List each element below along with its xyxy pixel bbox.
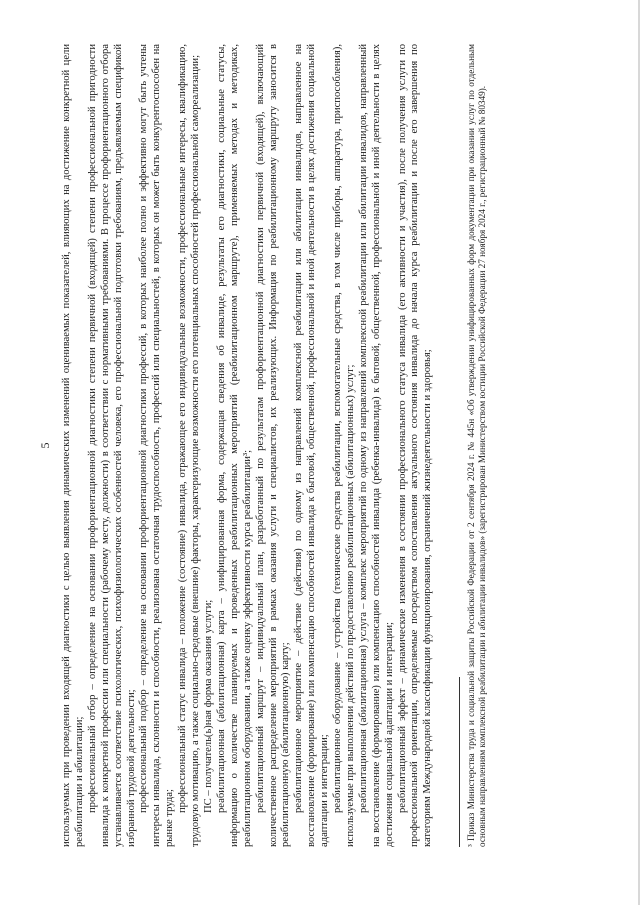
- paragraph-rehabilitation-route: реабилитационный маршрут – индивидуальный план, разработанный по результатам профориентационной диагностики первичной (входящей), включающий количественное распределение мероприятий в рамках оказания услуги и специалистов, их реализующих. Информация по реабилитационному маршруту заносится в реабилитационную (абилитационную) карту;: [254, 44, 292, 847]
- paragraph-rehabilitation-service: реабилитационная (абилитационная) услуга – комплекс мероприятий по одному из направлений комплексной реабилитации или абилитации инвалидов, направленный на восстановление (формирование) или компенсацию способностей инвалида (ребенка-инвалида) к бытовой, общественной, профессиональной и иной деятельности в целях достижения социальной адаптации и интеграции;: [357, 44, 395, 847]
- paragraph-rehabilitation-effect: реабилитационный эффект – динамические изменения в состоянии профессионального статуса инвалида (его активности и участия), после получения услуги по профессиональной ориентации, определяемые посредством сопоставления актуального состояния инвалида до начала курса реабилитации и после его завершения по категориям Международной классификации функционирования, ограничений жизнедеятельности и здоровья;: [396, 44, 434, 847]
- paragraph-professional-status: профессиональный статус инвалида – положение (состояние) инвалида, отражающее его индивидуальные возможности, профессиональные интересы, квалификацию, трудовую мотивацию, а также социально-средовые (внешние) факторы, характеризующие возможности его потенциальных способностей профессиональной самореализации;: [177, 44, 202, 847]
- body-text: [61, 44, 435, 847]
- paragraph-professional-matching: профессиональный подбор – определение на основании профориентационной диагностики профессий, в которых наиболее полно и эффективно могут быть учтены интересы инвалида, склонности и способности, реализована остаточная трудоспособность, профессий или специальностей, в которых он может быть конкурентоспособен на рынке труда;: [138, 44, 176, 847]
- paragraph-rehabilitation-equipment: реабилитационное оборудование – устройства (технические средства реабилитации, вспомогательные средства, в том числе приборы, аппаратура, приспособления), используемые при выполнении действий по предоставлению реабилитационных (абилитационных) услуг;: [332, 44, 356, 847]
- page-number: 5: [38, 442, 52, 449]
- paragraph-diagnostics-continuation: используемых при проведении входящей диагностики с целью выявления динамических изменений оцениваемых показателей, влияющих на достижение конкретной цели реабилитации и абилитации;: [61, 44, 85, 847]
- paragraph-rehabilitation-card: реабилитационная (абилитационная) карта – унифицированная форма, содержащая сведения об инвалиде, результаты его диагностики, социальные статусы, информацию о количестве планируемых и проведенных реабилитационных мероприятий (реабилитационном маршруте), применяемых методах и методиках, реабилитационном оборудовании, а также оценку эффективности курса реабилитации³;: [215, 44, 253, 847]
- paragraph-professional-selection: профессиональный отбор – определение на основании профориентационной диагностики степени первичной (входящей) степени профессиональной пригодности инвалида к конкретной профессии или специальности (рабочему месту, должности) в соответствии с нормативными требованиями. В процессе профориентационного отбора устанавливается соответствие психологических, психофизиологических особенностей человека, его профессиональной подготовки требованиям, предъявляемым спецификой избранной трудовой деятельности;: [86, 44, 137, 847]
- footnote: [466, 44, 488, 847]
- footnote-divider: [459, 677, 460, 847]
- paragraph-rehabilitation-measure: реабилитационное мероприятие – действие (действия) по одному из направлений комплексной реабилитации или абилитации инвалидов, направленное на восстановление (формирование) или компенсацию способностей инвалида к бытовой, общественной, профессиональной и иной деятельности в целях достижения социальной адаптации и интеграции;: [293, 44, 331, 847]
- footnote-text: ³ Приказ Министерства труда и социальной защиты Российской Федерации от 2 сентября 2024 г. № 445н «Об утверждении унифицированных форм документации при оказании услуг по отдельным основным направлениям комплексной реабилитации и абилитации инвалидов» (зарегистрирован Министерством юстиции Российской Федерации 27 ноября 2024 г., регистрационный № 80349).: [466, 44, 488, 847]
- paragraph-ps-definition: ПС – получатель(ь)ная форма оказания услуги;: [202, 599, 214, 813]
